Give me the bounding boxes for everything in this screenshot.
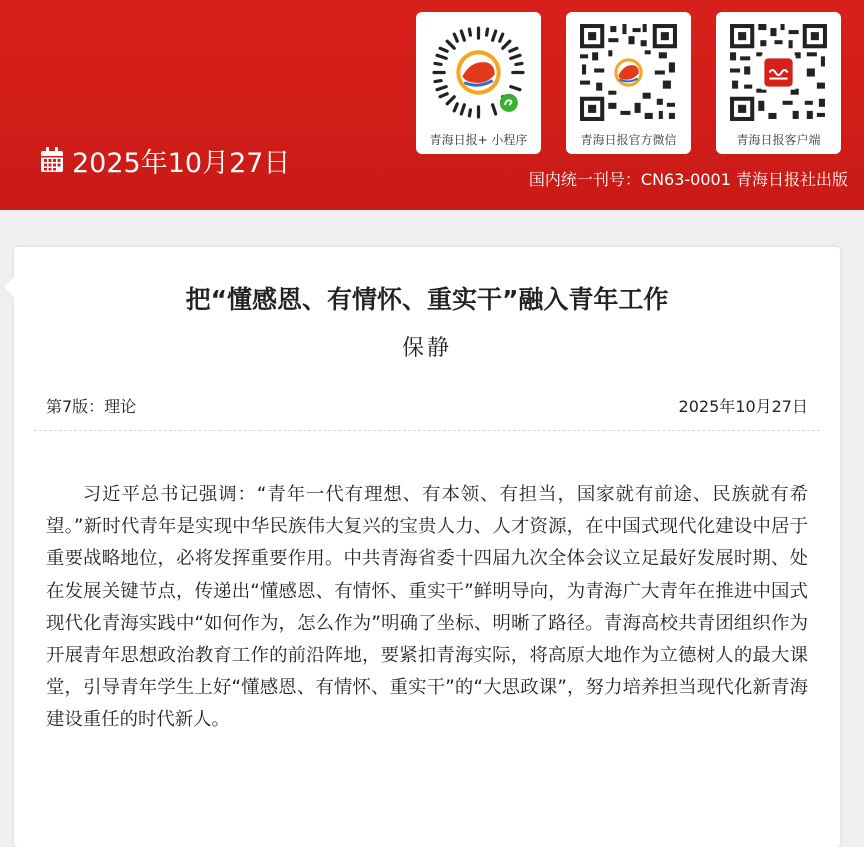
article-paragraph: 习近平总书记强调：“青年一代有理想、有本领、有担当，国家就有前途、民族就有希望。”新时代青年是实现中华民族伟大复兴的宝贵人力、人才资源，在中国式现代化建设中居于重要战略地位，必将发挥重要作用。中共青海省委十四届九次全体会议立足最好发展时期、处在发展关键节点，传递出“懂感恩、有情怀、重实干”鲜明导向，为青海广大青年在推进中国式现代化青海实践中“如何作为，怎么作为”明确了坐标、明晰了路径。青海高校共青团组织作为开展青年思想政治教育工作的前沿阵地，要紧扣青海实际，将高原大地作为立德树人的最大课堂，引导青年学生上好“懂感恩、有情怀、重实干”的“大思政课”，努力培养担当现代化新青海建设重任的时代新人。: [46, 484, 808, 731]
calendar-icon: [40, 147, 64, 173]
article-title: 把“懂感恩、有情怀、重实干”融入青年工作: [185, 285, 669, 314]
article-section[interactable]: 第7版：理论: [46, 397, 137, 416]
wechat-label: 青海日报官方微信: [580, 133, 677, 147]
app-qr-card[interactable]: [716, 12, 841, 154]
app-qr-icon: [728, 22, 829, 123]
mini-program-qr-card[interactable]: [416, 12, 541, 154]
masthead: [0, 0, 864, 210]
mini-program-label: 青海日报+ 小程序: [429, 133, 528, 147]
issue-date: 2025年10月27日: [72, 147, 291, 179]
divider: [34, 430, 820, 431]
wechat-qr-icon: [578, 22, 679, 123]
article-card: [14, 247, 840, 847]
publisher-line: 国内统一刊号：CN63-0001 青海日报社出版: [528, 170, 848, 189]
article-date: 2025年10月27日: [678, 397, 808, 416]
app-label: 青海日报客户端: [736, 133, 821, 147]
wechat-qr-card[interactable]: [566, 12, 691, 154]
card-pointer: [4, 277, 14, 297]
article-author: 保静: [401, 336, 452, 361]
issue-date-row: [40, 140, 290, 180]
mini-program-qr-icon: [428, 22, 529, 123]
